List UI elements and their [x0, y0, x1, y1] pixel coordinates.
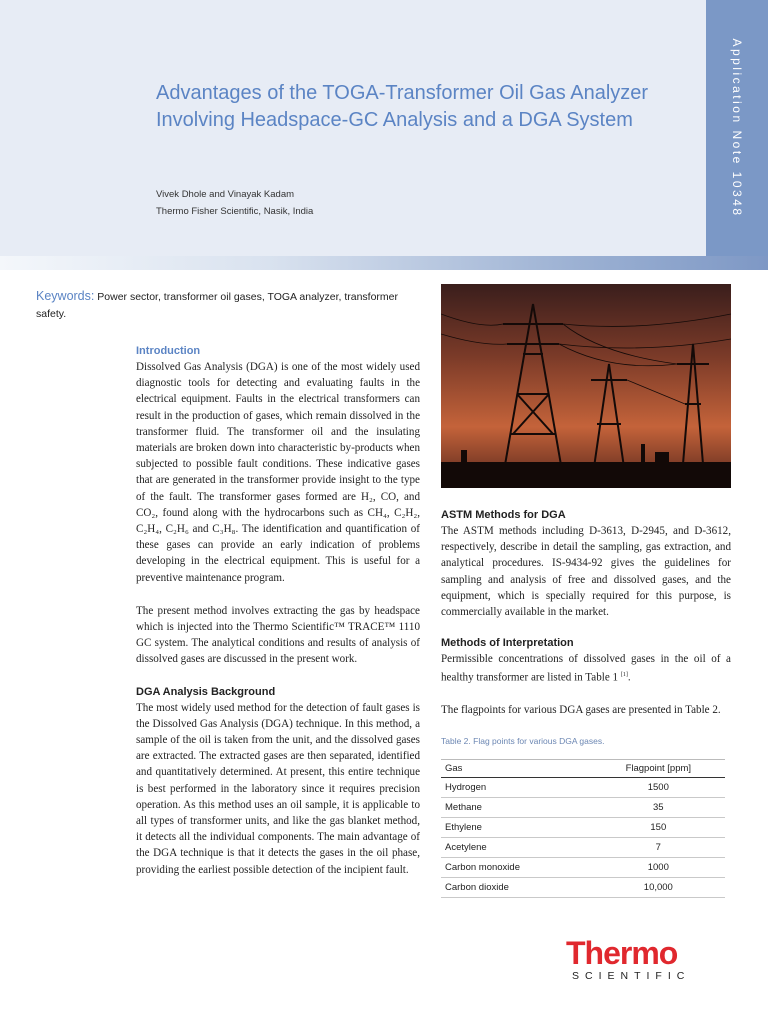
- table-row: [441, 797, 725, 817]
- flagpoint-cell: 35: [592, 797, 725, 817]
- keywords: [36, 288, 416, 323]
- astm-heading: ASTM Methods for DGA: [441, 509, 566, 521]
- table-caption: Table 2. Flag points for various DGA gases.: [441, 735, 605, 746]
- header-gradient-strip: [0, 256, 768, 270]
- keywords-label: Keywords:: [36, 289, 95, 303]
- flagpoint-cell: 10,000: [592, 877, 725, 897]
- flagpoint-table: [441, 759, 725, 898]
- power-lines-photo: [441, 284, 731, 488]
- gas-cell: Methane: [441, 797, 592, 817]
- dga-background-paragraph: The most widely used method for the detection of fault gases is the Dissolved Gas Analysis (DGA) technique. In this method, a sample of the oil is taken from the unit, and the dissolved gases are extracted. The extracted gases are then separated, identified and quantitatively determined. At present, this entire technique is best performed in the laboratory since it requires precision operation. As this method uses an oil sample, it is applicable to all types of transformer units, and like the gas blanket method, it detects all the individual components. The main advantage of the DGA technique is that it detects the gases in the oil phase, providing the earliest possible detection of the incipient fault.: [136, 701, 420, 876]
- keywords-text: Power sector, transformer oil gases, TOGA analyzer, transformer safety.: [36, 291, 399, 320]
- authors-block: [156, 186, 313, 220]
- page-title: Advantages of the TOGA-Transformer Oil Gas Analyzer Involving Headspace-GC Analysis and a DGA System: [156, 82, 649, 131]
- table-row: [441, 877, 725, 897]
- logo-subtitle: SCIENTIFIC: [572, 970, 691, 982]
- table-row: [441, 817, 725, 837]
- introduction-paragraph-2: The present method involves extracting the gas by headspace which is injected into the Thermo Scientific™ TRACE™ 1110 GC system. The analytical conditions and results of analysis of dissolved gases are discussed in the present work.: [136, 604, 420, 666]
- right-column: [441, 508, 731, 898]
- interpretation-heading: Methods of Interpretation: [441, 637, 574, 650]
- flagpoint-cell: 1000: [592, 857, 725, 877]
- gas-cell: Carbon monoxide: [441, 857, 592, 877]
- table-row: [441, 857, 725, 877]
- gas-cell: Carbon dioxide: [441, 877, 592, 897]
- flagpoint-cell: 150: [592, 817, 725, 837]
- interpretation-paragraph-2: The flagpoints for various DGA gases are presented in Table 2.: [441, 704, 721, 717]
- author-names: Vivek Dhole and Vinayak Kadam: [156, 189, 295, 200]
- column-header-flagpoint: Flagpoint [ppm]: [592, 759, 725, 777]
- table-row: [441, 837, 725, 857]
- application-note-tab: [706, 0, 768, 256]
- application-note-label: Application Note 10348: [730, 38, 744, 218]
- flagpoint-cell: 1500: [592, 777, 725, 797]
- author-affiliation: Thermo Fisher Scientific, Nasik, India: [156, 206, 314, 217]
- left-column: [136, 344, 420, 878]
- gas-cell: Ethylene: [441, 817, 592, 837]
- introduction-paragraph-1: Dissolved Gas Analysis (DGA) is one of the most widely used diagnostic tools for detecting and evaluating faults in the electrical equipment. Faults in the electrical transformers can result in the production of gases, which remain dissolved in the transformer fluid. The transformer oil and the insulating materials are broken down into characteristic by-products when subjected to possible fault conditions. These indicative gases that are generated in the transformer provide insight to the type of the fault. The transformer gases formed are H₂, CO, and CO₂, found along with the hydrocarbons such as CH₄, C₂H₂, C₂H₄, C₂H₆ and C₃H₈. The identification and quantification of these gases can provide an early indication of problems developing in the electrical equipment. This is useful for a preventive maintenance program.: [136, 361, 420, 584]
- flagpoint-cell: 7: [592, 837, 725, 857]
- table-header-row: [441, 759, 725, 777]
- interpretation-paragraph-1: Permissible concentrations of dissolved gases in the oil of a healthy transformer are listed in Table 1 [1].: [441, 653, 731, 685]
- reference-marker[interactable]: [1]: [620, 672, 628, 679]
- table-row: [441, 777, 725, 797]
- column-header-gas: Gas: [441, 759, 592, 777]
- thermo-scientific-logo: [566, 934, 716, 984]
- gas-cell: Hydrogen: [441, 777, 592, 797]
- astm-paragraph: The ASTM methods including D-3613, D-2945, and D-3612, respectively, describe in detail the sampling, gas extraction, and analytical procedures. IS-9434-92 gives the guidelines for sampling and analysis of free and dissolved gases, and the equipment, which is specially required for this purpose, is commercially available in the market.: [441, 525, 731, 619]
- logo-brand: Thermo: [566, 935, 678, 971]
- dga-background-heading: DGA Analysis Background: [136, 685, 276, 698]
- gas-cell: Acetylene: [441, 837, 592, 857]
- introduction-heading: Introduction: [136, 345, 201, 357]
